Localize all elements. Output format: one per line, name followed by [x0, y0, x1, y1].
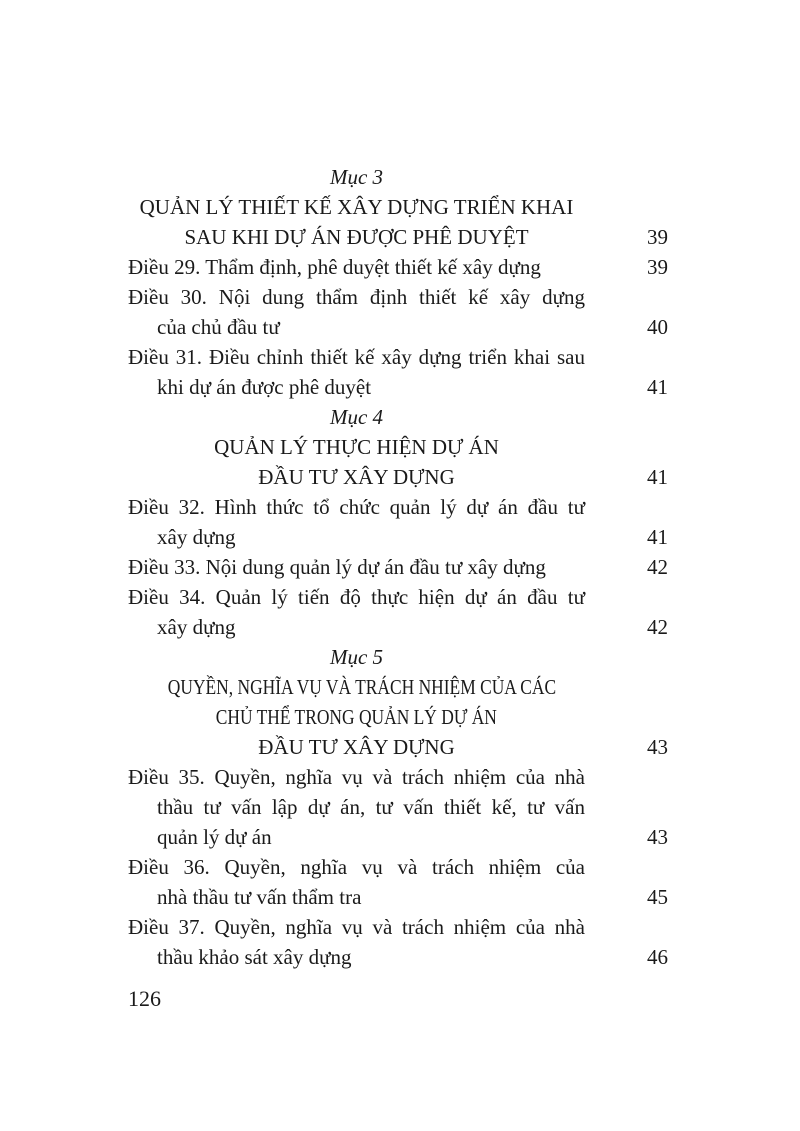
- toc-section-title-text: ĐẦU TƯ XÂY DỰNG: [258, 735, 455, 759]
- toc-section-title-line: [128, 222, 668, 252]
- toc-section-label-text: Mục 5: [329, 645, 384, 669]
- toc-entry-text: xây dựng: [157, 525, 236, 549]
- toc-entry-line: [128, 882, 668, 912]
- toc-section-title-line: [128, 732, 668, 762]
- toc-entry-text: xây dựng: [157, 615, 236, 639]
- toc-section-label-text: Mục 4: [329, 405, 384, 429]
- toc-page-number: 42: [647, 555, 668, 579]
- toc-entry-line: [128, 852, 668, 882]
- toc-entry-line: [128, 612, 668, 642]
- toc-entry-line: [128, 252, 668, 282]
- toc-section-title-line: [128, 462, 668, 492]
- table-of-contents: [128, 162, 668, 972]
- toc-section-title-text: QUẢN LÝ THỰC HIỆN DỰ ÁN: [214, 435, 499, 459]
- toc-entry-text: Điều 34. Quản lý tiến độ thực hiện dự án đầu tư: [128, 585, 585, 609]
- toc-entry-line: [128, 822, 668, 852]
- toc-section-label: [128, 402, 668, 432]
- toc-section-label-text: Mục 3: [329, 165, 384, 189]
- toc-section-title-line: [128, 432, 668, 462]
- toc-entry-text: khi dự án được phê duyệt: [157, 375, 372, 399]
- toc-entry-line: [128, 552, 668, 582]
- toc-page-number: 45: [647, 885, 668, 909]
- toc-entry-line: [128, 522, 668, 552]
- toc-page-number: 41: [647, 525, 668, 549]
- toc-entry-line: [128, 762, 668, 792]
- toc-entry-text: Điều 33. Nội dung quản lý dự án đầu tư xây dựng: [128, 555, 546, 579]
- toc-section-title-text: [128, 672, 585, 702]
- toc-page-number: 43: [647, 825, 668, 849]
- toc-section-label: [128, 642, 668, 672]
- toc-section-title-text: SAU KHI DỰ ÁN ĐƯỢC PHÊ DUYỆT: [184, 225, 529, 249]
- toc-entry-text: thầu khảo sát xây dựng: [157, 945, 352, 969]
- toc-entry-line: [128, 582, 668, 612]
- toc-section-title-line: [128, 672, 668, 702]
- toc-entry-text: Điều 29. Thẩm định, phê duyệt thiết kế xây dựng: [128, 255, 541, 279]
- toc-entry-line: [128, 342, 668, 372]
- toc-page-number: 39: [647, 255, 668, 279]
- toc-section-label: [128, 162, 668, 192]
- toc-entry-text: quản lý dự án: [157, 825, 272, 849]
- toc-entry-text: Điều 31. Điều chỉnh thiết kế xây dựng triển khai sau: [128, 345, 585, 369]
- toc-page-number: 46: [647, 945, 668, 969]
- toc-section-title-line: [128, 702, 668, 732]
- toc-page-number: 43: [647, 735, 668, 759]
- toc-entry-text: Điều 30. Nội dung thẩm định thiết kế xây dựng: [128, 285, 585, 309]
- toc-section-title-condensed: CHỦ THỂ TRONG QUẢN LÝ DỰ ÁN: [215, 705, 498, 729]
- toc-section-title-text: [128, 702, 585, 732]
- toc-entry-line: [128, 912, 668, 942]
- toc-entry-line: [128, 792, 668, 822]
- toc-entry-text: Điều 35. Quyền, nghĩa vụ và trách nhiệm của nhà: [128, 765, 585, 789]
- toc-entry-line: [128, 942, 668, 972]
- toc-entry-text: Điều 37. Quyền, nghĩa vụ và trách nhiệm của nhà: [128, 915, 585, 939]
- toc-section-title-condensed: QUYỀN, NGHĨA VỤ VÀ TRÁCH NHIỆM CỦA CÁC: [167, 675, 557, 699]
- toc-entry-line: [128, 282, 668, 312]
- toc-section-title-text: QUẢN LÝ THIẾT KẾ XÂY DỰNG TRIỂN KHAI: [139, 195, 574, 219]
- toc-entry-text: thầu tư vấn lập dự án, tư vấn thiết kế, tư vấn: [157, 795, 585, 819]
- toc-page-number: 42: [647, 615, 668, 639]
- toc-section-title-line: [128, 192, 668, 222]
- toc-page-number: 41: [647, 375, 668, 399]
- toc-page-number: 39: [647, 225, 668, 249]
- toc-entry-text: nhà thầu tư vấn thẩm tra: [157, 885, 362, 909]
- toc-entry-line: [128, 492, 668, 522]
- toc-entry-line: [128, 312, 668, 342]
- footer-page-number: 126: [128, 986, 161, 1011]
- toc-entry-text: Điều 32. Hình thức tổ chức quản lý dự án đầu tư: [128, 495, 585, 519]
- toc-entry-line: [128, 372, 668, 402]
- toc-page-number: 40: [647, 315, 668, 339]
- toc-entry-text: của chủ đầu tư: [157, 315, 280, 339]
- toc-page-number: 41: [647, 465, 668, 489]
- toc-section-title-text: ĐẦU TƯ XÂY DỰNG: [258, 465, 455, 489]
- toc-entry-text: Điều 36. Quyền, nghĩa vụ và trách nhiệm của: [128, 855, 585, 879]
